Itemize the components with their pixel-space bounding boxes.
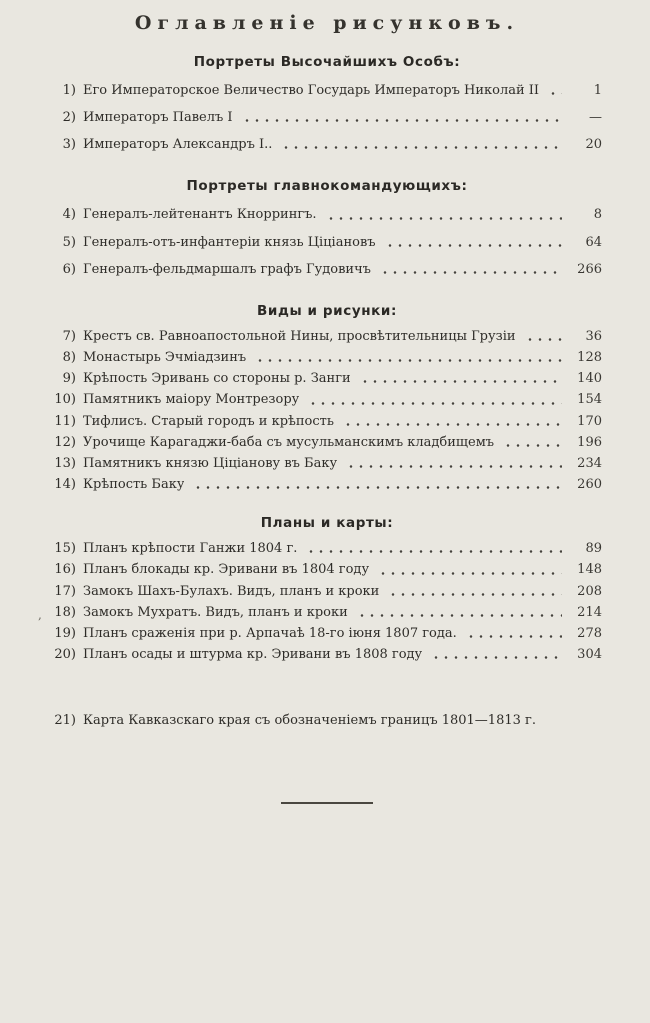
section-heading: Портреты Высочайшихъ Особъ:	[193, 54, 461, 70]
entry-page-number: 170	[577, 413, 602, 429]
entry-text: Памятникъ маіору Монтрезору	[83, 392, 300, 408]
dot-leader	[346, 464, 562, 469]
entry-number: 13)	[54, 455, 76, 471]
dot-leader	[385, 243, 562, 248]
entry-page-number: 36	[585, 328, 602, 344]
entry-number: 6)	[62, 261, 76, 277]
entry-number: 19)	[54, 625, 76, 641]
dot-leader	[525, 337, 562, 342]
entry-number: 12)	[54, 434, 76, 450]
section-heading: Виды и рисунки:	[257, 302, 397, 319]
section-list	[52, 326, 602, 495]
toc-sections	[52, 54, 602, 665]
entry-page-number: 64	[585, 234, 602, 250]
entry-number: 4)	[62, 207, 76, 223]
entry-text: Тифлисъ. Старый городъ и крѣпость	[83, 413, 334, 429]
dot-leader	[281, 145, 562, 150]
toc-entry-row	[52, 347, 602, 368]
entry-text: Крестъ св. Равноапостольной Нины, просвѣтительницы Грузіи	[83, 328, 516, 344]
toc-section	[52, 303, 602, 495]
entry-text: Императоръ Александръ I..	[83, 137, 273, 153]
dot-leader	[431, 655, 562, 660]
dot-leader	[503, 443, 562, 448]
entry-page-number: 140	[577, 371, 602, 387]
toc-entry-row	[52, 389, 602, 410]
toc-entry-row	[52, 131, 602, 158]
entry-text: Планъ сраженія при р. Арпачаѣ 18-го іюня 1807 года.	[83, 625, 457, 641]
dot-leader	[378, 571, 562, 576]
toc-entry-row	[52, 104, 602, 131]
entry-page-number: 148	[577, 562, 602, 578]
dot-leader	[548, 91, 562, 96]
toc-entry-row	[52, 77, 602, 104]
entry-text: Крѣпость Эривань со стороны р. Занги	[83, 371, 351, 387]
dot-leader	[326, 216, 562, 221]
entry-text: Планъ крѣпости Ганжи 1804 г.	[83, 541, 298, 557]
scan-artifact-mark: ,	[38, 608, 42, 622]
entry-page-number: 128	[577, 350, 602, 366]
entry-text: Монастырь Эчміадзинъ	[83, 350, 247, 366]
entry-page-number: 208	[577, 583, 602, 599]
section-list	[52, 538, 602, 665]
entry-page-number: 260	[577, 477, 602, 493]
section-end-rule	[281, 802, 373, 804]
entry-text: Генералъ-фельдмаршалъ графъ Гудовичъ	[83, 261, 371, 277]
entry-page-number: —	[589, 110, 602, 126]
toc-entry-row	[52, 229, 602, 256]
entry-number: 16)	[54, 562, 76, 578]
toc-entry-row	[52, 368, 602, 389]
entry-text: Генералъ-отъ-инфантеріи князь Ціціановъ	[83, 234, 376, 250]
dot-leader	[308, 401, 562, 406]
toc-entry-row	[52, 623, 602, 644]
dot-leader	[466, 634, 562, 639]
toc-section	[52, 178, 602, 282]
entry-text: Замокъ Мухратъ. Видъ, планъ и кроки	[83, 604, 348, 620]
entry-page-number: 304	[577, 646, 602, 662]
dot-leader	[360, 379, 562, 384]
section-heading: Портреты главнокомандующихъ:	[186, 178, 468, 195]
toc-entry-row	[52, 432, 602, 453]
entry-number: 9)	[62, 371, 76, 387]
entry-number: 8)	[62, 350, 76, 366]
dot-leader	[343, 422, 562, 427]
footnote-row	[52, 713, 602, 728]
toc-entry-row	[52, 644, 602, 665]
dot-leader	[380, 270, 562, 275]
entry-page-number: 266	[577, 261, 602, 277]
dot-leader	[255, 358, 562, 363]
toc-entry-row	[52, 559, 602, 580]
toc-entry-row	[52, 256, 602, 283]
entry-text: Его Императорское Величество Государь Императоръ Николай II	[83, 83, 540, 98]
toc-entry-row	[52, 411, 602, 432]
dot-leader	[242, 118, 562, 123]
toc-entry-row	[52, 538, 602, 559]
entry-number: 3)	[62, 137, 76, 153]
toc-section	[52, 54, 602, 158]
entry-text: Урочище Карагаджи-баба съ мусульманскимъ кладбищемъ	[83, 434, 495, 450]
entry-text: Памятникъ князю Ціціанову въ Баку	[83, 455, 338, 471]
section-list	[52, 77, 602, 158]
entry-number: 11)	[54, 413, 76, 429]
dot-leader	[357, 613, 562, 618]
entry-page-number: 20	[585, 137, 602, 153]
entry-number: 2)	[62, 110, 76, 126]
entry-number: 5)	[62, 234, 76, 250]
toc-entry-row	[52, 581, 602, 602]
entry-page-number: 196	[577, 434, 602, 450]
footnote-text: Карта Кавказскаго края съ обозначеніемъ границъ 1801—1813 г.	[83, 713, 536, 729]
dot-leader	[306, 549, 562, 554]
entry-page-number: 278	[577, 625, 602, 641]
entry-text: Планъ осады и штурма кр. Эривани въ 1808 году	[83, 646, 423, 662]
entry-page-number: 154	[577, 392, 602, 408]
toc-entry-row	[52, 201, 602, 228]
entry-text: Планъ блокады кр. Эривани въ 1804 году	[83, 562, 370, 578]
dot-leader	[193, 485, 562, 490]
entry-number: 14)	[54, 477, 76, 493]
dot-leader	[388, 592, 562, 597]
entry-number: 7)	[62, 328, 76, 344]
entry-number: 20)	[54, 646, 76, 662]
section-list	[52, 201, 602, 282]
toc-entry-row	[52, 474, 602, 495]
entry-number: 1)	[62, 83, 76, 98]
entry-text: Замокъ Шахъ-Булахъ. Видъ, планъ и кроки	[83, 583, 380, 599]
toc-entry-row	[52, 326, 602, 347]
toc-section	[52, 515, 602, 665]
entry-page-number: 214	[577, 604, 602, 620]
entry-page-number: 89	[585, 541, 602, 557]
page-title: Оглавленіе рисунковъ.	[134, 12, 520, 34]
toc-entry-row	[52, 602, 602, 623]
toc-entry-row	[52, 453, 602, 474]
entry-text: Императоръ Павелъ I	[83, 110, 233, 126]
footnote-number: 21)	[54, 713, 76, 729]
section-heading: Планы и карты:	[260, 515, 394, 532]
entry-number: 10)	[54, 392, 76, 408]
entry-number: 15)	[54, 541, 76, 557]
entry-page-number: 1	[593, 83, 602, 98]
entry-number: 17)	[54, 583, 76, 599]
entry-page-number: 8	[593, 207, 602, 223]
entry-text: Крѣпость Баку	[83, 477, 185, 493]
entry-text: Генералъ-лейтенантъ Кноррингъ.	[83, 207, 317, 223]
entry-number: 18)	[54, 604, 76, 620]
entry-page-number: 234	[577, 455, 602, 471]
